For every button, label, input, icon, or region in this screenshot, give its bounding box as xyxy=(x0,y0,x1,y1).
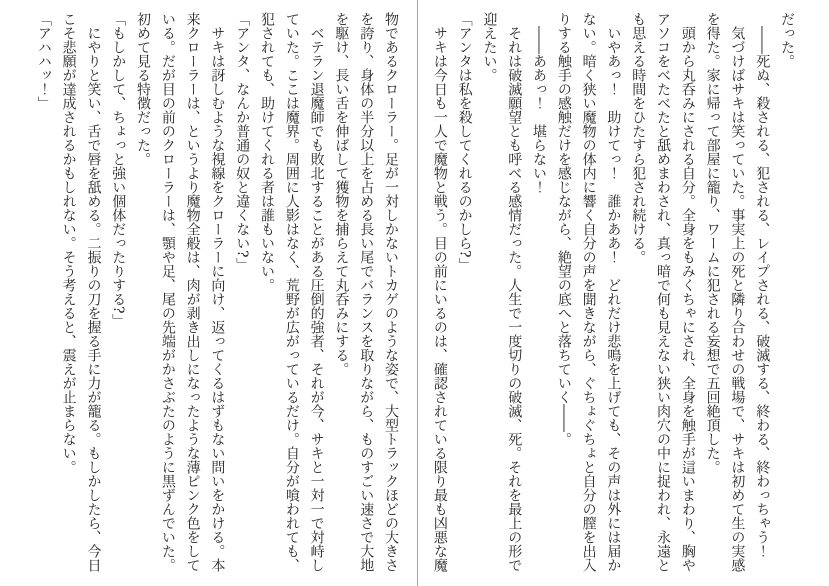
text-line: 気づけばサキは笑っていた。事実上の死と隣り合わせの戦場で、サキは初めて生の実感 xyxy=(729,12,746,572)
text-line: ていた。ここは魔界。周囲に人影はなく、荒野が広がっているだけ。自分が喰われても、 xyxy=(283,12,300,572)
text-line: それは破滅願望とも呼べる感情だった。人生で一度切りの破滅、死。それを最上の形で xyxy=(506,12,523,572)
text-line: 迎えたい。 xyxy=(481,12,498,82)
page-right[interactable] xyxy=(424,12,799,574)
text-line: ベテラン退魔師でも敗北することがある圧倒的強者、それが今、サキと一対一で対峙し xyxy=(308,12,325,572)
text-line: アソコをべたべたと舐めまわされ、真っ暗で何も見えない狭い肉穴の中に捉われ、永遠と xyxy=(655,12,672,572)
text-line: にやりと笑い、舌で唇を舐める。二振りの刀を握る手に力が籠る。もしかしたら、今日 xyxy=(85,12,102,572)
text-line: サキは今日も一人で魔物と戦う。目の前にいるのは、確認されている限り最も凶悪な魔 xyxy=(431,12,448,572)
text-line: を誇り、身体の半分以上を占める長い尾でバランスを取りながら、ものすごい速さで大地 xyxy=(358,12,375,572)
text-line: 「アンタは私を殺してくれるのかしら?」 xyxy=(456,12,473,272)
text-line: いやあっ！ 助けてっ！ 誰かああ！ どれだけ悲鳴を上げても、その声は外には届か xyxy=(605,12,622,572)
text-line: りする触手の感触だけを感じながら、絶望の底へと落ちていく――。 xyxy=(555,12,572,446)
page-divider xyxy=(417,0,418,586)
page-left[interactable] xyxy=(28,12,403,574)
text-line: だった。 xyxy=(779,12,795,68)
text-line: 来クローラーは、というより魔物全般は、肉が剥き出しになったような薄ピンク色をして xyxy=(184,12,201,572)
text-line: サキは訝しむような視線をクローラーに向け、返ってくるはずもない問いをかける。本 xyxy=(209,12,226,572)
text-line: 物であるクローラー。足が一対しかないトカゲのような姿で、大型トラックほどの大きさ xyxy=(383,12,399,572)
text-line: ない。暗く狭い魔物の体内に響く自分の声を聞きながら、ぐちょぐちょと自分の膣を出入 xyxy=(580,12,597,572)
text-line: を駆け、長い舌を伸ばして獲物を捕らえて丸呑みにする。 xyxy=(333,12,350,376)
text-line: も思える時間をひたすら犯され続ける。 xyxy=(630,12,647,264)
text-line: いる。だが目の前のクローラーは、顎や足、尾の先端がかさぶたのように黒ずんでいた。 xyxy=(159,12,176,572)
text-line: を得た。家に帰って部屋に籠り、ワームに犯される妄想で五回絶頂した。 xyxy=(704,12,721,474)
text-line: 初めて見る特徴だった。 xyxy=(135,12,152,166)
text-line: 「アハハッ！」 xyxy=(35,12,52,110)
text-line: 「もしかして、ちょっと強い個体だったりする?」 xyxy=(110,12,127,328)
text-line: ――死ぬ、殺される、犯される、レイプされる、破滅する、終わる、終わっちゃう！ xyxy=(754,12,771,558)
text-line: 頭から丸呑みにされる自分。全身をもみくちゃにされ、全身を触手が這いまわり、胸や xyxy=(679,12,696,572)
text-line: ――ああっ！ 堪らない！ xyxy=(531,12,548,194)
text-line: 犯されても、助けてくれる者は誰もいない。 xyxy=(259,12,276,292)
text-line: 「アンタ、なんか普通の奴と違くない?」 xyxy=(234,12,251,272)
text-line: こそ悲願が達成されるかもしれない。そう考えると、震えが止まらない。 xyxy=(60,12,77,474)
